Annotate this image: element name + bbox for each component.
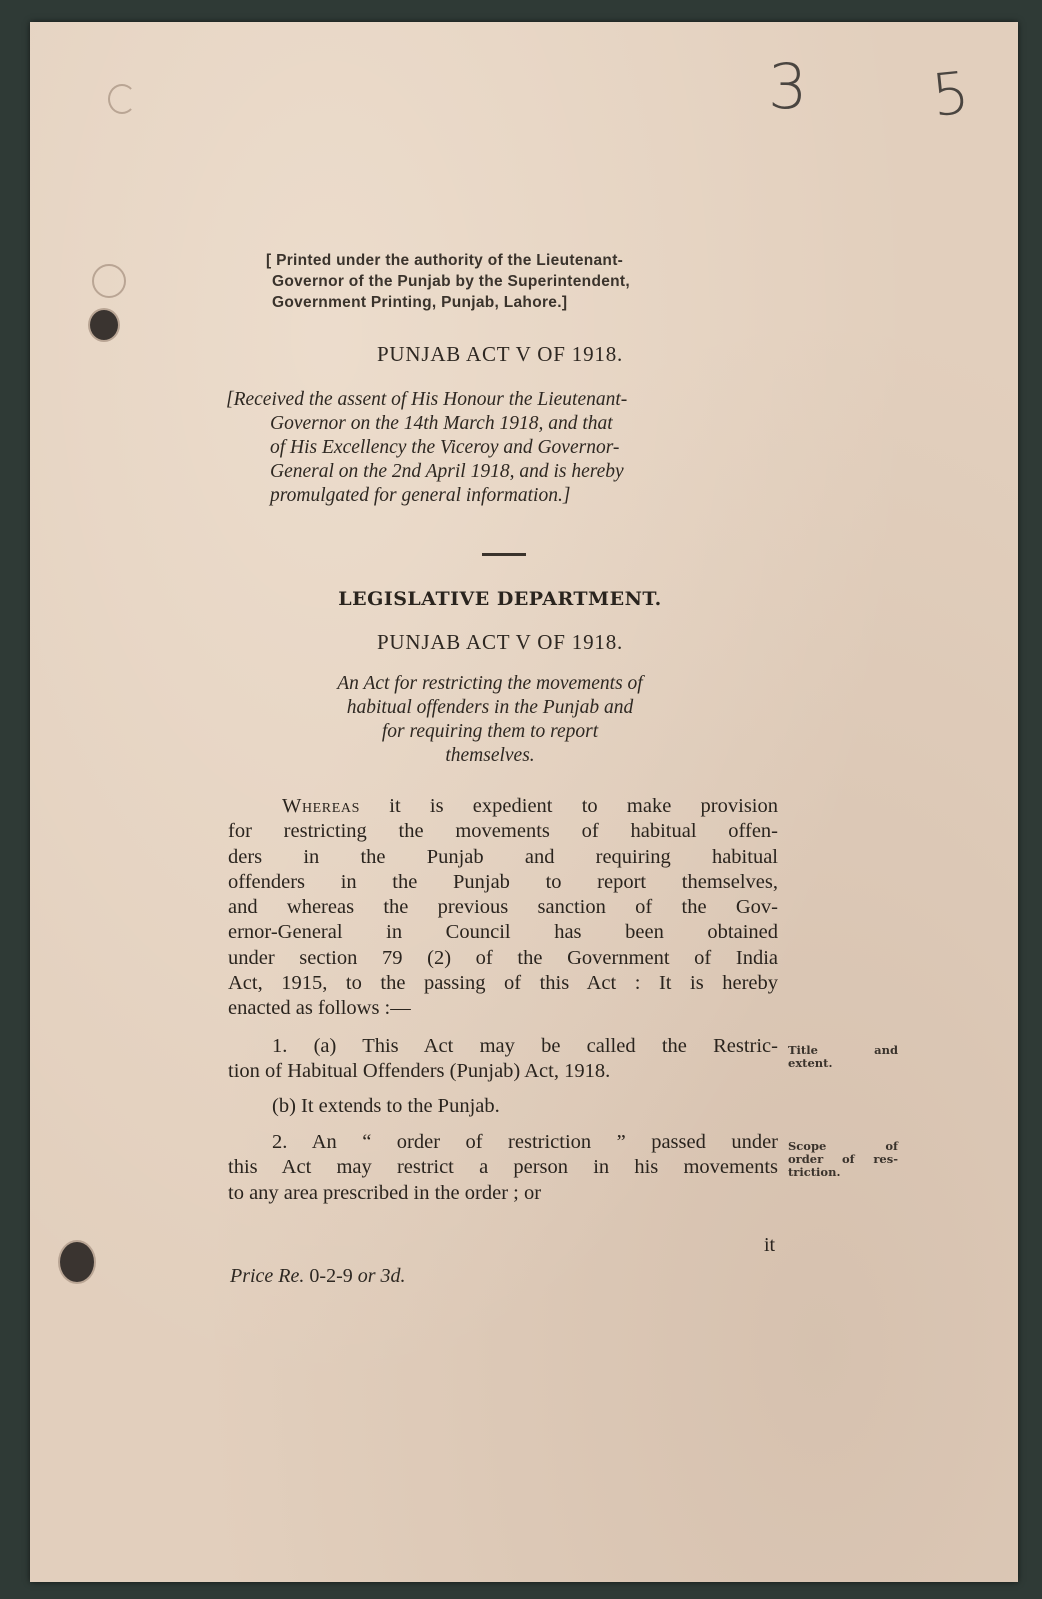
price-alt: 3d. xyxy=(380,1265,406,1287)
margin-note-line: Title and xyxy=(788,1043,898,1057)
margin-note-line: triction. xyxy=(788,1165,841,1179)
price-or: or xyxy=(357,1265,376,1287)
preamble-line: offenders in the Punjab to report themselves, xyxy=(228,870,778,893)
margin-note-scope xyxy=(788,1140,898,1179)
assent-line: promulgated for general information.] xyxy=(270,485,571,506)
section-2 xyxy=(228,1130,778,1206)
long-title-line: themselves. xyxy=(445,745,535,766)
section-line: tion of Habitual Offenders (Punjab) Act, 1918. xyxy=(228,1060,611,1083)
preamble-opening-word: Whereas xyxy=(282,795,360,817)
price-value: 0-2-9 xyxy=(309,1265,353,1287)
section-1b xyxy=(228,1094,778,1119)
assent-line: of His Excellency the Viceroy and Governor- xyxy=(270,437,620,458)
section-line: (b) It extends to the Punjab. xyxy=(272,1095,500,1117)
price-line xyxy=(230,1265,406,1288)
margin-note-title-extent xyxy=(788,1044,898,1070)
margin-note-line: Scope of xyxy=(788,1139,898,1153)
act-heading-secondary: PUNJAB ACT V OF 1918. xyxy=(376,630,624,654)
margin-note-line: extent. xyxy=(788,1056,833,1070)
section-1a xyxy=(228,1034,778,1085)
preamble-line: ernor-General in Council has been obtained xyxy=(228,921,778,944)
long-title-line: for requiring them to report xyxy=(381,721,599,742)
preamble-line: Act, 1915, to the passing of this Act : It is hereby xyxy=(228,972,778,995)
printing-authority-note xyxy=(266,250,776,313)
handwritten-page-number: 3 xyxy=(768,50,808,123)
preamble-line: under section 79 (2) of the Government of India xyxy=(228,946,778,969)
authority-line: Government Printing, Punjab, Lahore.] xyxy=(272,294,568,311)
section-line: 2. An “ order of restriction ” passed under xyxy=(272,1131,778,1153)
assent-line: General on the 2nd April 1918, and is hereby xyxy=(270,461,624,482)
section-line: 1. (a) This Act may be called the Restric- xyxy=(272,1035,778,1057)
long-title-line: habitual offenders in the Punjab and xyxy=(346,697,634,718)
punch-hole xyxy=(58,1240,96,1284)
section-line: to any area prescribed in the order ; or xyxy=(228,1181,542,1204)
punch-hole xyxy=(92,264,126,298)
punch-hole xyxy=(88,308,120,342)
department-heading: LEGISLATIVE DEPARTMENT. xyxy=(338,588,662,610)
catchword: it xyxy=(764,1234,776,1256)
section-line: this Act may restrict a person in his movements xyxy=(228,1156,778,1179)
authority-line: [ Printed under the authority of the Lieutenant- xyxy=(266,252,624,269)
assent-statement xyxy=(226,388,786,508)
preamble-first-line xyxy=(228,794,778,819)
preamble-line-rest: it is expedient to make provision xyxy=(389,795,778,817)
preamble-line: enacted as follows :— xyxy=(228,997,411,1020)
handwritten-page-number: 5 xyxy=(928,58,973,130)
preamble-line: for restricting the movements of habitual offen- xyxy=(228,820,778,843)
document-page xyxy=(30,22,1018,1582)
long-title-line: An Act for restricting the movements of xyxy=(337,673,643,694)
authority-line: Governor of the Punjab by the Superintendent, xyxy=(272,273,630,290)
price-label: Price Re. xyxy=(230,1265,305,1287)
margin-note-line: order of res- xyxy=(788,1152,898,1166)
preamble-line: and whereas the previous sanction of the Gov- xyxy=(228,896,778,919)
preamble-line: ders in the Punjab and requiring habitual xyxy=(228,845,778,868)
preamble xyxy=(228,794,778,1022)
punch-hole-mark xyxy=(108,84,136,114)
act-long-title xyxy=(250,672,730,768)
section-divider xyxy=(482,553,526,556)
act-heading: PUNJAB ACT V OF 1918. xyxy=(376,342,624,366)
assent-line: [Received the assent of His Honour the Lieutenant- xyxy=(226,389,628,410)
assent-line: Governor on the 14th March 1918, and that xyxy=(270,413,613,434)
